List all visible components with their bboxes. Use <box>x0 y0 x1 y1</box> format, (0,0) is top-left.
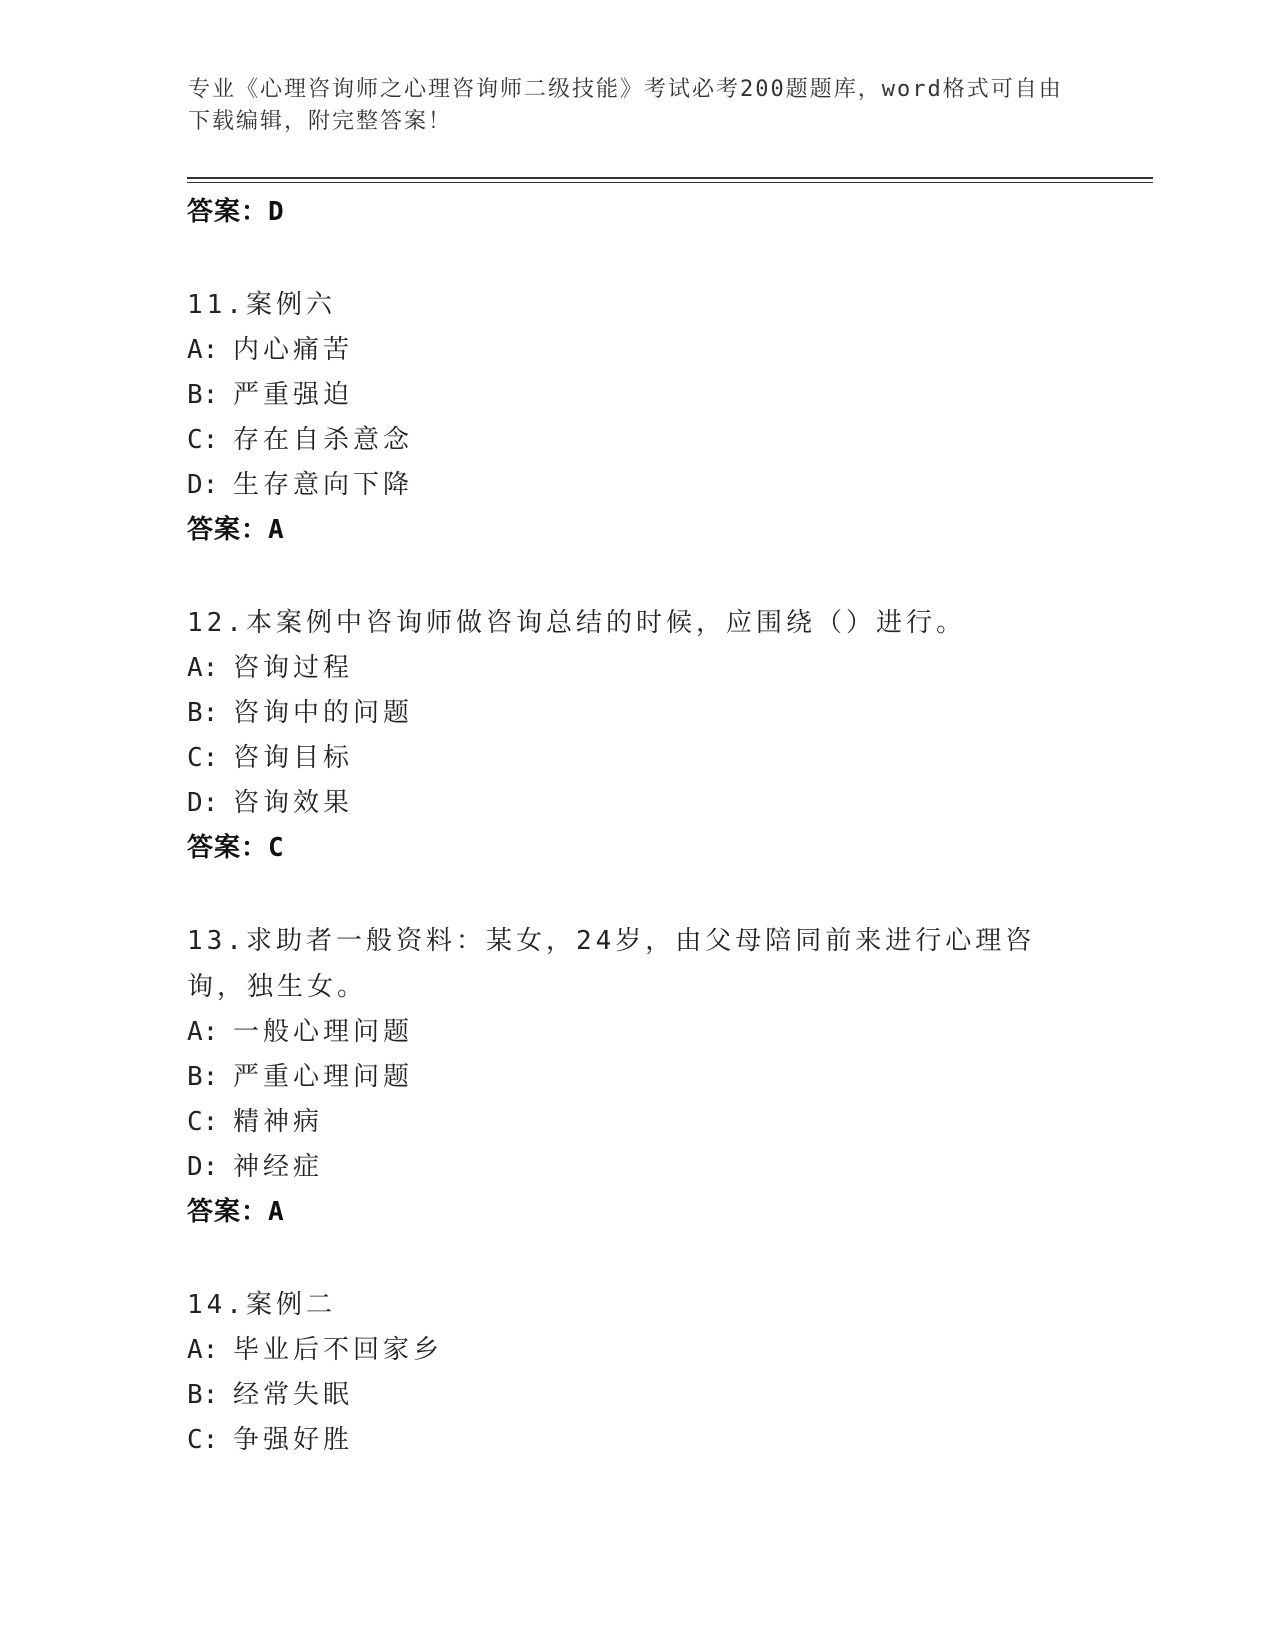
option-label: C: <box>187 1107 219 1137</box>
option-a <box>187 1328 1087 1373</box>
option-b <box>187 373 1087 418</box>
option-c <box>187 1418 1087 1463</box>
option-label: A: <box>187 1017 219 1047</box>
option-b <box>187 1055 1087 1100</box>
option-d <box>187 781 1087 826</box>
option-text: 生存意向下降 <box>233 470 414 500</box>
option-text: 咨询中的问题 <box>233 698 414 728</box>
option-label: C: <box>187 743 219 773</box>
option-label: D: <box>187 1152 219 1182</box>
option-label: A: <box>187 653 219 683</box>
question-title: 11.案例六 <box>187 290 336 320</box>
question-list <box>187 190 1087 1463</box>
question-title: 13.求助者一般资料：某女，24岁，由父母陪同前来进行心理咨询，独生女。 <box>187 926 1036 1002</box>
option-c <box>187 418 1087 463</box>
option-label: D: <box>187 788 219 818</box>
document-header: 专业《心理咨询师之心理咨询师二级技能》考试必考200题题库，word格式可自由下载编辑，附完整答案！ <box>188 77 1063 134</box>
option-label: B: <box>187 1380 219 1410</box>
option-text: 神经症 <box>233 1152 324 1182</box>
option-label: B: <box>187 380 219 410</box>
answer-line: 答案：A <box>187 1197 285 1227</box>
option-label: A: <box>187 1335 219 1365</box>
question-item <box>187 282 1087 552</box>
option-c <box>187 1100 1087 1145</box>
question-title: 14.案例二 <box>187 1290 336 1320</box>
option-text: 精神病 <box>233 1107 324 1137</box>
answer-line: 答案：D <box>187 197 285 227</box>
answer-line: 答案：C <box>187 833 285 863</box>
option-label: C: <box>187 425 219 455</box>
option-b <box>187 1373 1087 1418</box>
header-rule-thick <box>187 177 1153 179</box>
option-label: B: <box>187 698 219 728</box>
question-item <box>187 1282 1087 1463</box>
option-text: 咨询目标 <box>233 743 354 773</box>
option-label: B: <box>187 1062 219 1092</box>
option-label: A: <box>187 335 219 365</box>
answer-line: 答案：A <box>187 515 285 545</box>
option-text: 争强好胜 <box>233 1425 354 1455</box>
option-text: 内心痛苦 <box>233 335 354 365</box>
question-title: 12.本案例中咨询师做咨询总结的时候，应围绕（）进行。 <box>187 608 966 638</box>
option-text: 经常失眠 <box>233 1380 354 1410</box>
option-a <box>187 646 1087 691</box>
option-text: 存在自杀意念 <box>233 425 414 455</box>
option-d <box>187 1145 1087 1190</box>
option-label: C: <box>187 1425 219 1455</box>
question-item <box>187 918 1087 1234</box>
option-text: 咨询效果 <box>233 788 354 818</box>
option-a <box>187 1010 1087 1055</box>
option-d <box>187 463 1087 508</box>
option-text: 毕业后不回家乡 <box>233 1335 444 1365</box>
header-rule-thin <box>187 182 1153 183</box>
option-text: 一般心理问题 <box>233 1017 414 1047</box>
option-c <box>187 736 1087 781</box>
question-item <box>187 600 1087 870</box>
option-label: D: <box>187 470 219 500</box>
option-text: 严重心理问题 <box>233 1062 414 1092</box>
option-b <box>187 691 1087 736</box>
option-text: 咨询过程 <box>233 653 354 683</box>
option-a <box>187 328 1087 373</box>
option-text: 严重强迫 <box>233 380 354 410</box>
